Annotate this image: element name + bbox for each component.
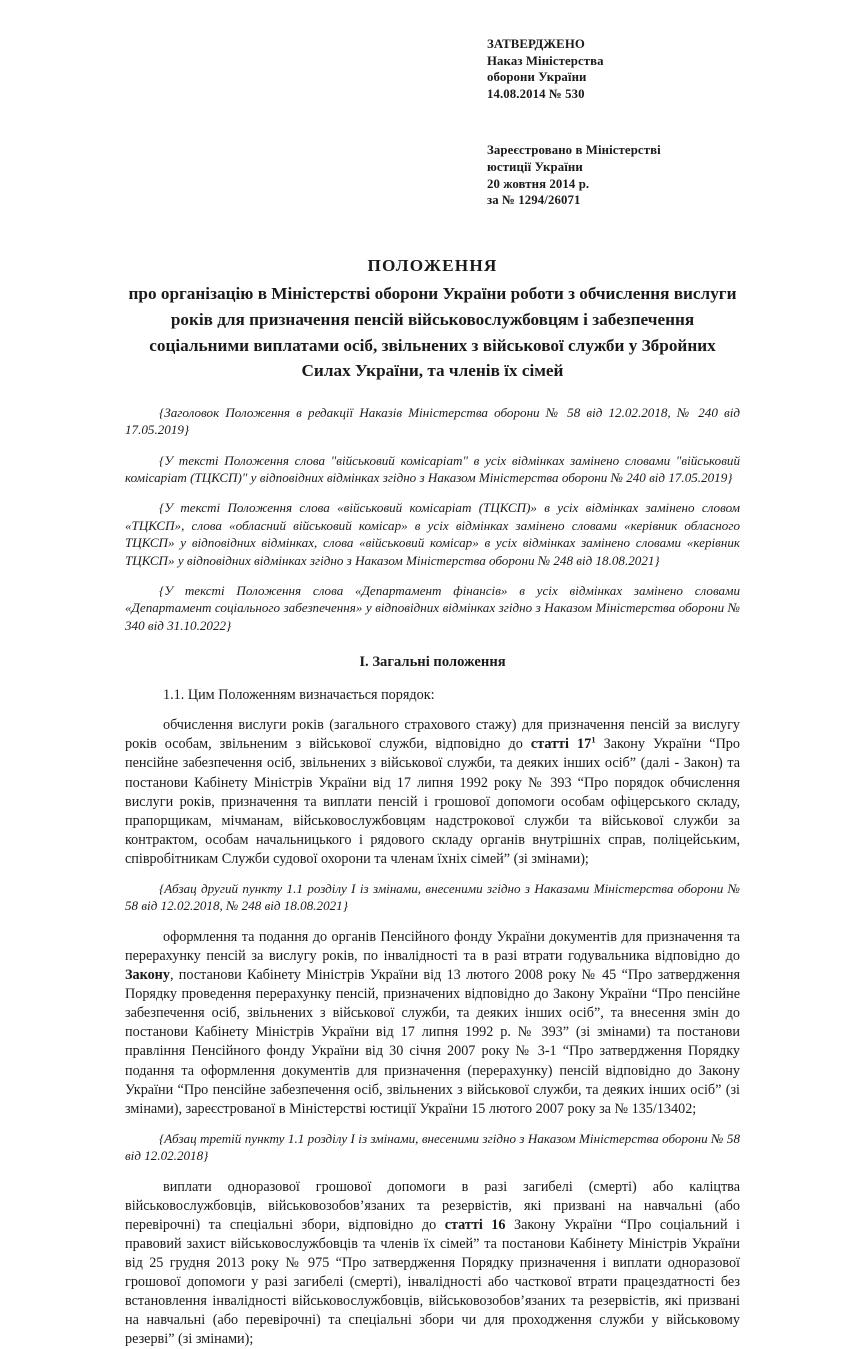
clause-1-1-item-3: [125, 1178, 740, 1349]
law-article-reference: статті 17: [530, 736, 592, 753]
clause-1-1-intro: 1.1. Цим Положенням визначається порядок:: [163, 687, 435, 704]
registration-stamp-line-2: юстиції України: [487, 159, 583, 174]
amendment-note-after-item-2: {Абзац третій пункту 1.1 розділу I із змінами, внесеними згідно з Наказом Міністерства оборони № 58 від 12.02.2018}: [125, 1130, 740, 1164]
clause-1-1-item-2-part-1: оформлення та подання до органів Пенсійного фонду України документів для призначення та перерахунку пенсій за вислугу років, по інвалідності та в разі втрати годувальника відповідно до: [125, 928, 740, 964]
clause-1-1-item-2: [125, 928, 740, 1119]
approval-stamp: [487, 36, 740, 102]
law-article-superscript: 1: [591, 734, 596, 745]
clause-1-1-item-1-part-2: Закону України “Про пенсійне забезпечення осіб, звільнених з військової служби, та деяких інших осіб” (далі - Закон) та постанови Кабінету Міністрів України від 17 липня 1992 року № 393 “Про порядок обчислення вислуги років, призначення та виплати пенсій і грошової допомоги особам офіцерського складу, прапорщикам, мічманам, військовослужбовцям надстрокової служби та військової служби за контрактом, особам начальницького і рядового складу органів внутрішніх справ, поліцейським, співробітникам Служби судової охорони та членам їхніх сімей” (зі змінами);: [125, 736, 740, 867]
clause-1-1-item-3-part-1: виплати одноразової грошової допомоги в разі загибелі (смерті) або каліцтва військовослужбовців, військовозобов’язаних та резервістів, які призвані на навчальні (або перевірочні) та спеціальні збори, відповідно до: [125, 1178, 740, 1233]
amendment-note: {У тексті Положення слова "військовий комісаріат" в усіх відмінках замінено словами "військовий комісаріат (ТЦКСП)" у відповідних відмінках згідно з Наказом Міністерства оборони № 240 від 17.05.2019}: [125, 452, 740, 485]
approval-stamp-line-2: Наказ Міністерства: [487, 53, 604, 68]
registration-stamp-line-3: 20 жовтня 2014 р.: [487, 176, 590, 191]
registration-stamp-line-1: Зареєстровано в Міністерстві: [487, 143, 661, 158]
page-title: [125, 253, 740, 384]
clause-1-1-item-3-part-2: Закону України “Про соціальний і правовий захист військовослужбовців та членів їх сімей” та постанови Кабінету Міністрів України від 25 грудня 2013 року № 975 “Про затвердження Порядку призначення і виплати одноразової грошової допомоги у разі загибелі (смерті), інвалідності або часткової втрати працездатності без встановлення інвалідності військовослужбовців, військовозобов’язаних та резервістів, які призвані на навчальні (або перевірочні) та спеціальні збори чи для проходження служби у військовому резерві” (зі змінами);: [125, 1216, 740, 1348]
amendment-note: {Заголовок Положення в редакції Наказів Міністерства оборони № 58 від 12.02.2018, № 240 від 17.05.2019}: [125, 404, 740, 438]
section-heading: I. Загальні положення: [359, 654, 506, 671]
approval-stamp-line-4: 14.08.2014 № 530: [487, 86, 585, 101]
law-article-reference: статті 16: [444, 1216, 506, 1233]
document-title-subtitle: про організацію в Міністерстві оборони України роботи з обчислення вислуги років для призначення пенсій військовослужбовцям і забезпечення соціальними виплатами осіб, звільнених з військової служби у Збройних Силах України, та членів їх сімей: [128, 284, 737, 381]
amendment-note-after-item-1: {Абзац другий пункту 1.1 розділу I із змінами, внесеними згідно з Наказами Міністерства оборони № 58 від 12.02.2018, № 248 від 18.08.2021}: [125, 881, 740, 914]
law-reference: Закону: [125, 967, 170, 984]
clause-1-1-item-2-part-2: , постанови Кабінету Міністрів України від 13 лютого 2008 року № 45 “Про затвердження Порядку проведення перерахунку пенсій, призначених відповідно до Закону України “Про пенсійне забезпечення осіб, звільнених з військової служби, та деяких інших осіб”, та внесення змін до постанови Кабінету Міністрів України від 17 липня 1992 р. № 393” (зі змінами) та постанови правління Пенсійного фонду України від 30 січня 2007 року № 3-1 “Про затвердження Порядку подання та оформлення документів для призначення (перерахунку) пенсій відповідно до Закону України “Про пенсійне забезпечення осіб, звільнених з військової служби, та деяких інших осіб” (зі змінами), зареєстрованої в Міністерстві юстиції України 15 лютого 2007 року за № 135/13402;: [125, 967, 740, 1117]
document-title-main: ПОЛОЖЕННЯ: [367, 255, 498, 275]
registration-stamp: [487, 142, 740, 208]
clause-1-1-item-1: [125, 716, 740, 869]
clause-1-1-item-1-part-1: обчислення вислуги років (загального страхового стажу) для призначення пенсій за вислугу років особам, звільненим з військової служби, відповідно до: [125, 717, 740, 753]
registration-stamp-line-4: за № 1294/26071: [487, 193, 581, 208]
amendment-note: {У тексті Положення слова «Департамент фінансів» в усіх відмінках замінено словами «Департамент соціального забезпечення» у відповідних відмінках згідно з Наказом Міністерства оборони № 340 від 31.10.2022}: [125, 582, 740, 633]
approval-stamp-line-1: ЗАТВЕРДЖЕНО: [487, 37, 585, 51]
amendment-note: {У тексті Положення слова «військовий комісаріат (ТЦКСП)» в усіх відмінках замінено словом «ТЦКСП», слова «обласний військовий комісар» в усіх відмінках замінено словами «керівник обласного ТЦКСП» у відповідних відмінках, слова «військовий комісар» в усіх відмінках замінено словами «керівник ТЦКСП» у відповідних відмінках згідно з Наказом Міністерства оборони № 248 від 18.08.2021}: [125, 500, 740, 568]
approval-stamp-line-3: оборони України: [487, 70, 587, 85]
